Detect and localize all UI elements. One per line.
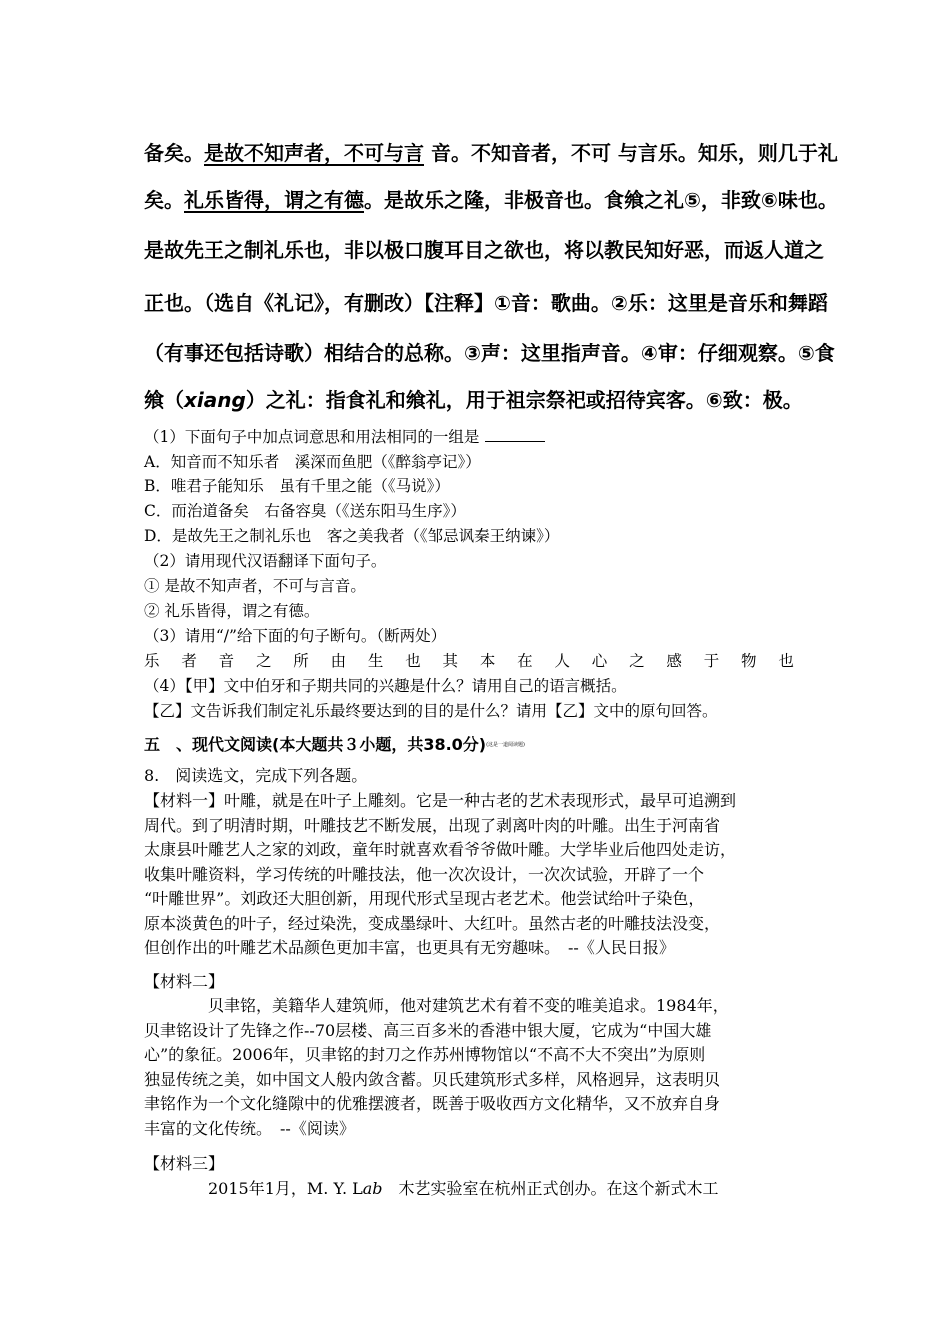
sentence-char: 由: [330, 652, 347, 670]
material-line: 原本淡黄色的叶子，经过染洗，变成墨绿叶、大红叶。虽然古老的叶雕技法没变，: [144, 913, 721, 933]
sentence-char: 其: [442, 652, 459, 670]
material-line: 丰富的文化传统。 --《阅读》: [144, 1118, 355, 1138]
option-a: A．知音而不知乐者 溪深而鱼肥（《醉翁亭记》）: [144, 453, 481, 471]
material-line: 收集叶雕资料，学习传统的叶雕技法，他一次次设计，一次次试验，开辟了一个: [144, 864, 705, 884]
section-tiny-note: (这是一道阅读题): [486, 742, 526, 748]
underlined-sentence: 礼乐皆得，谓之有德: [184, 188, 364, 212]
sentence-char: 本: [479, 652, 496, 670]
question-4-part-b: 【乙】文告诉我们制定礼乐最终要达到的目的是什么？请用【乙】文中的原句回答。: [144, 702, 718, 720]
material-3-line: [144, 1177, 719, 1201]
passage-line: 正也。（选自《礼记》，有删改）【注释】①音：歌曲。②乐：这里是音乐和舞蹈: [144, 291, 828, 315]
sentence-char: 生: [367, 652, 384, 670]
question-8-intro: 8. 阅读选文，完成下列各题。: [144, 766, 368, 785]
section-title: [144, 734, 525, 756]
question-2-item-1: ① 是故不知声者，不可与言音。: [144, 577, 366, 595]
pinyin: xiang: [184, 388, 246, 412]
option-c: C．而治道备矣 右备容臭（《送东阳马生序》）: [144, 502, 466, 520]
material-line: 聿铭作为一个文化缝隙中的优雅摆渡者，既善于吸收西方文化精华，又不放弃自身: [144, 1094, 721, 1113]
passage-line: （有事还包括诗歌）相结合的总称。③声：这里指声音。④审：仔细观察。⑤食: [144, 341, 835, 365]
material-line: 【材料一】叶雕，就是在叶子上雕刻。它是一种古老的艺术表现形式，最早可追溯到: [144, 791, 737, 810]
underlined-sentence: 是故不知声者，不可与言: [204, 141, 424, 165]
question-4: （4）【甲】文中伯牙和子期共同的兴趣是什么？请用自己的语言概括。: [144, 677, 627, 695]
material-line: 但创作出的叶雕艺术品颜色更加丰富，也更具有无穷趣味。 --《人民日报》: [144, 938, 675, 957]
passage-line: [144, 388, 803, 412]
material-line: “叶雕世界”。刘政还大胆创新，用现代形式呈现古老艺术。他尝试给叶子染色，: [144, 889, 705, 908]
passage-line: 是故先王之制礼乐也，非以极口腹耳目之欲也，将以教民知好恶，而返人道之: [144, 238, 824, 262]
question-2-item-2: ② 礼乐皆得，谓之有德。: [144, 602, 320, 620]
sentence-to-punctuate: [144, 650, 794, 672]
option-d: D．是故先王之制礼乐也 客之美我者（《邹忌讽秦王纳谏》）: [144, 527, 560, 545]
sentence-char: 者: [181, 652, 197, 670]
text-span: ab: [362, 1179, 383, 1198]
material-line: 太康县叶雕艺人之家的刘政，童年时就喜欢看爷爷做叶雕。大学毕业后他四处走访，: [144, 840, 737, 859]
material-2-title: 【材料二】: [144, 972, 225, 991]
material-line: 独显传统之美，如中国文人般内敛含蓄。贝氏建筑形式多样，风格迥异，这表明贝: [144, 1069, 721, 1089]
sentence-char: 所: [293, 652, 309, 670]
text-span: 。是故乐之隆，非极音也。食飨之礼⑤，非致⑥味也。: [364, 188, 838, 212]
passage-line: [144, 188, 838, 212]
text-span: 木艺实验室在杭州正式创办。在这个新式木工: [382, 1179, 719, 1198]
material-line: 贝聿铭设计了先锋之作--70层楼、高三百多米的香港中银大厦，它成为“中国大雄: [144, 1020, 712, 1040]
option-b: B．唯君子能知乐 虽有千里之能（《马说》）: [144, 477, 450, 495]
text-span: 飨（: [144, 388, 184, 412]
sentence-char: 感: [666, 652, 682, 670]
sentence-char: 也: [778, 652, 794, 670]
section-title-text: 五 、现代文阅读(本大题共３小题，共38.0分): [144, 735, 487, 754]
text-span: 备矣。: [144, 141, 204, 165]
sentence-char: 乐: [144, 652, 160, 670]
sentence-char: 之: [629, 652, 645, 670]
material-3-title: 【材料三】: [144, 1154, 225, 1173]
material-line: 心”的象征。2006年，贝聿铭的封刀之作苏州博物馆以“不高不大不突出”为原则: [144, 1045, 706, 1064]
sentence-char: 物: [741, 652, 757, 670]
passage-line: [144, 141, 838, 165]
answer-blank[interactable]: [485, 427, 545, 442]
sentence-char: 心: [591, 652, 608, 670]
text-span: 矣。: [144, 188, 184, 212]
sentence-char: 于: [703, 652, 720, 670]
sentence-char: 人: [554, 652, 570, 670]
sentence-char: 也: [405, 652, 421, 670]
question-1: [144, 426, 545, 448]
material-line: 贝聿铭，美籍华人建筑师，他对建筑艺术有着不变的唯美追求。1984年，: [144, 996, 729, 1015]
material-line: 周代。到了明清时期，叶雕技艺不断发展，出现了剥离叶肉的叶雕。出生于河南省: [144, 815, 721, 835]
text-span: 2015年1月，M. Y. L: [144, 1179, 363, 1198]
sentence-char: 音: [218, 652, 235, 670]
text-span: 音。不知音者，不可 与言乐。知乐，则几于礼: [424, 141, 838, 165]
question-2: （2）请用现代汉语翻译下面句子。: [144, 552, 387, 570]
question-3: （3）请用“/”给下面的句子断句。（断两处）: [144, 627, 447, 645]
question-text: （1）下面句子中加点词意思和用法相同的一组是: [144, 428, 480, 446]
sentence-char: 在: [517, 652, 533, 670]
sentence-char: 之: [255, 652, 272, 670]
text-span: ）之礼：指食礼和飨礼，用于祖宗祭祀或招待宾客。⑥致：极。: [245, 388, 803, 412]
